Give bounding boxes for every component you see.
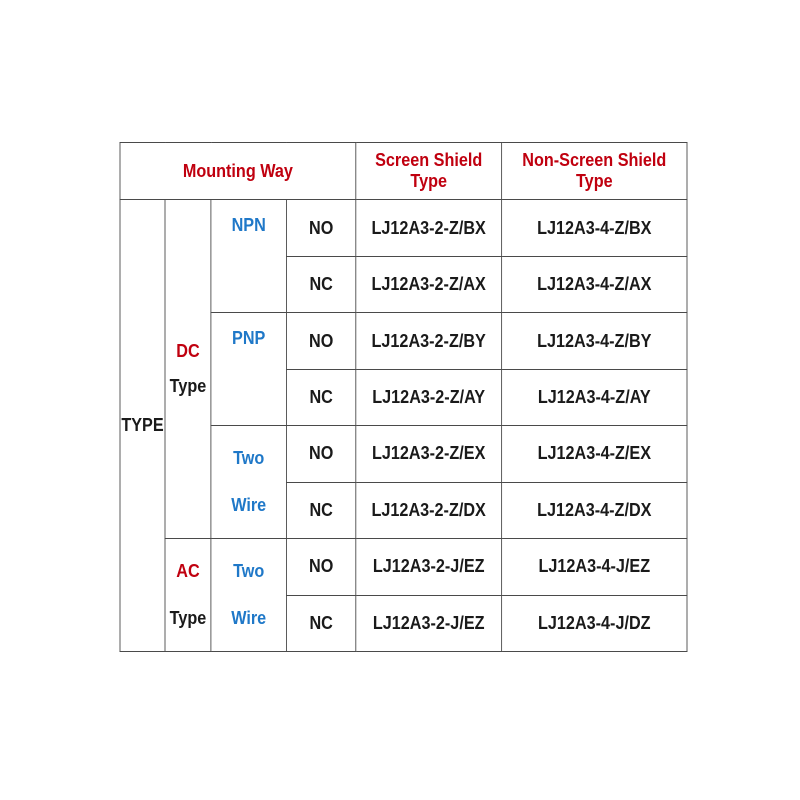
screen-model-cell: LJ12A3-2-Z/AX [356,256,502,312]
header-non-screen-shield: Non-Screen Shield Type [502,143,687,200]
table-row [120,539,687,595]
model-spec-table [120,142,688,652]
two-wire-ac-line2: Wire [231,608,267,629]
header-row [120,143,687,200]
screen-model-cell: LJ12A3-2-Z/AY [356,369,502,425]
non-screen-model-cell: LJ12A3-4-Z/DX [502,482,687,538]
dc-type-label: Type [169,376,207,397]
pnp-group: PNP [211,313,287,426]
screen-model-cell: LJ12A3-2-J/EZ [356,595,502,652]
screen-model-cell: LJ12A3-2-J/EZ [356,539,502,595]
npn-group: NPN [211,200,287,313]
mode-cell: NC [287,482,356,538]
table-row [120,200,687,256]
two-wire-dc-line1: Two [233,448,265,469]
two-wire-dc-group [211,426,287,539]
mode-cell: NO [287,539,356,595]
screen-model-cell: LJ12A3-2-Z/DX [356,482,502,538]
type-label: TYPE [120,200,165,652]
mode-cell: NC [287,256,356,312]
ac-label: AC [176,561,200,582]
mode-cell: NC [287,369,356,425]
mode-cell: NO [287,313,356,369]
two-wire-ac-line1: Two [233,561,265,582]
non-screen-model-cell: LJ12A3-4-Z/EX [502,426,687,482]
screen-model-cell: LJ12A3-2-Z/EX [356,426,502,482]
header-mounting-way: Mounting Way [120,143,356,200]
non-screen-model-cell: LJ12A3-4-J/DZ [502,595,687,652]
non-screen-model-cell: LJ12A3-4-Z/BY [502,313,687,369]
mode-cell: NO [287,426,356,482]
two-wire-ac-group [211,539,287,652]
two-wire-dc-line2: Wire [231,495,267,516]
non-screen-model-cell: LJ12A3-4-Z/AX [502,256,687,312]
screen-model-cell: LJ12A3-2-Z/BY [356,313,502,369]
mode-cell: NO [287,200,356,256]
dc-type-cell [165,200,211,539]
screen-model-cell: LJ12A3-2-Z/BX [356,200,502,256]
dc-label: DC [176,341,200,362]
mode-cell: NC [287,595,356,652]
header-screen-shield: Screen Shield Type [356,143,502,200]
non-screen-model-cell: LJ12A3-4-Z/BX [502,200,687,256]
non-screen-model-cell: LJ12A3-4-J/EZ [502,539,687,595]
non-screen-model-cell: LJ12A3-4-Z/AY [502,369,687,425]
ac-type-cell [165,539,211,652]
ac-type-label: Type [169,608,207,629]
